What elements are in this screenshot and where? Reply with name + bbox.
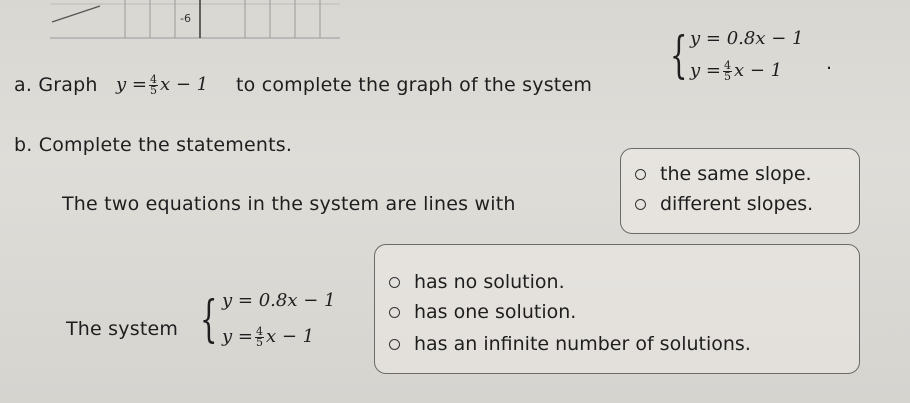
axis-tick-label: -6	[180, 12, 191, 25]
statement1-text: The two equations in the system are lines with	[62, 193, 516, 215]
part-a-suffix: to complete the graph of the system	[236, 74, 593, 96]
radio-icon[interactable]	[389, 277, 400, 288]
option-label: has an infinite number of solutions.	[414, 333, 751, 355]
option-one-solution[interactable]	[389, 301, 576, 323]
part-a-equation: y = $\frac{4}{5}$ x − 1	[116, 72, 209, 97]
part-b-label: b. Complete the statements.	[14, 134, 293, 156]
system-brace: {	[200, 290, 218, 348]
system-brace: {	[670, 26, 688, 84]
option-infinite-solutions[interactable]	[389, 333, 751, 355]
option-different-slopes[interactable]	[635, 193, 813, 215]
radio-icon[interactable]	[389, 307, 400, 318]
option-same-slope[interactable]	[635, 163, 812, 185]
radio-icon[interactable]	[635, 169, 646, 180]
solution-options-box	[374, 244, 860, 374]
system-b-line2: y = $\frac{4}{5}$ x − 1	[222, 324, 315, 349]
option-label: the same slope.	[660, 163, 812, 185]
statement2-prefix: The system	[66, 318, 179, 340]
option-no-solution[interactable]	[389, 271, 565, 293]
option-label: has one solution.	[414, 301, 577, 323]
part-a-end: .	[826, 52, 833, 74]
radio-icon[interactable]	[389, 339, 400, 350]
option-label: different slopes.	[660, 193, 814, 215]
system-b-line1: y = 0.8x − 1	[222, 290, 336, 311]
part-a-prefix: a. Graph	[14, 74, 98, 96]
system-a-line2: y = $\frac{4}{5}$ x − 1	[690, 58, 783, 83]
radio-icon[interactable]	[635, 199, 646, 210]
option-label: has no solution.	[414, 271, 565, 293]
slope-options-box	[620, 148, 860, 234]
system-a-line1: y = 0.8x − 1	[690, 28, 804, 49]
